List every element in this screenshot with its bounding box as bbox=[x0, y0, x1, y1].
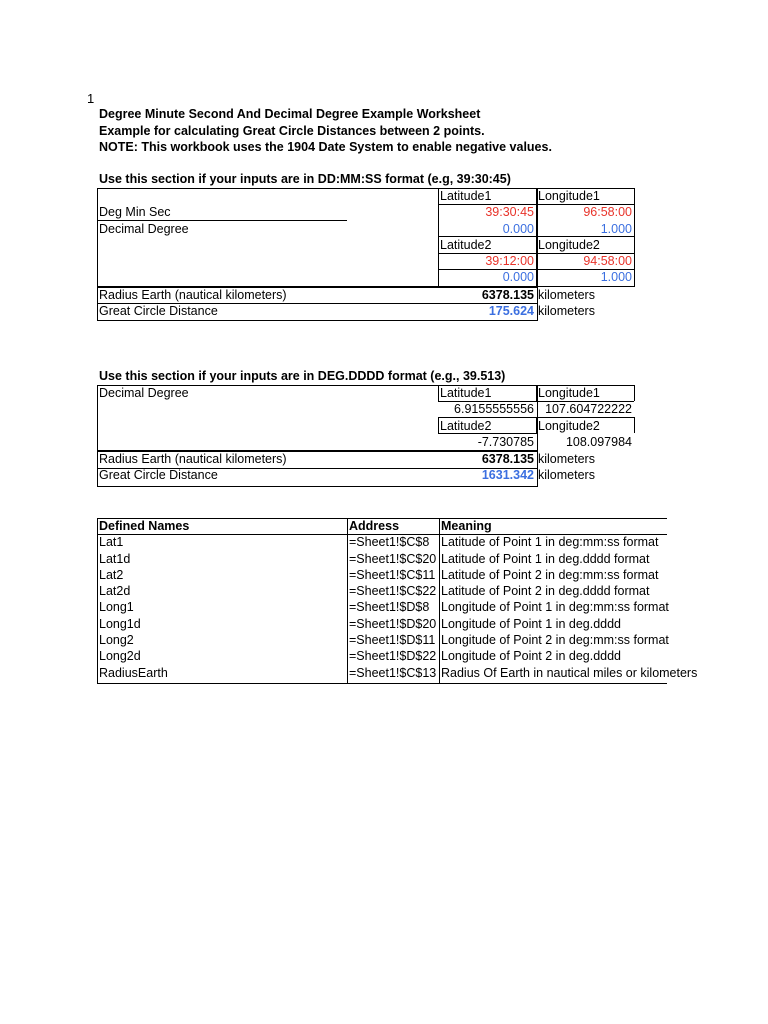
meaning-cell: Longitude of Point 2 in deg:mm:ss format bbox=[441, 633, 669, 648]
lat2-header: Latitude2 bbox=[440, 418, 492, 433]
meaning-cell: Latitude of Point 1 in deg:mm:ss format bbox=[441, 535, 659, 550]
long2-decimal-cell: 1.000 bbox=[600, 270, 632, 285]
meaning-cell: Longitude of Point 2 in deg.dddd bbox=[441, 649, 622, 664]
long2-header: Longitude2 bbox=[538, 418, 600, 433]
gridline bbox=[97, 683, 667, 684]
defined-names-table bbox=[97, 518, 698, 686]
radius-value-cell[interactable]: 6378.135 bbox=[481, 452, 534, 466]
name-cell: RadiusEarth bbox=[99, 665, 168, 680]
table-row[interactable] bbox=[97, 551, 667, 567]
table-row[interactable] bbox=[97, 599, 667, 615]
table-row[interactable] bbox=[97, 534, 667, 550]
long2-deg-cell[interactable]: 108.097984 bbox=[565, 434, 632, 449]
name-cell: Lat2d bbox=[99, 584, 131, 599]
address-cell: =Sheet1!$C$22 bbox=[349, 584, 437, 599]
radius-unit: kilometers bbox=[538, 452, 595, 466]
lat1-deg-cell[interactable]: 6.9155555556 bbox=[454, 402, 534, 417]
long1-header: Longitude1 bbox=[538, 386, 600, 400]
decimal-degree-label: Decimal Degree bbox=[99, 221, 189, 236]
address-cell: =Sheet1!$C$20 bbox=[349, 551, 437, 566]
lat1-decimal-cell: 0.000 bbox=[502, 221, 534, 236]
radius-label: Radius Earth (nautical kilometers) bbox=[99, 452, 287, 466]
meaning-cell: Radius Of Earth in nautical miles or kilometers bbox=[441, 665, 698, 680]
name-cell: Lat1d bbox=[99, 551, 131, 566]
meaning-cell: Latitude of Point 2 in deg.dddd format bbox=[441, 584, 650, 599]
col-header-address: Address bbox=[349, 519, 400, 533]
worksheet-subtitle: Example for calculating Great Circle Distances between 2 points. bbox=[99, 124, 485, 138]
page-number: 1 bbox=[87, 91, 95, 106]
long2-header: Longitude2 bbox=[538, 237, 600, 252]
meaning-cell: Longitude of Point 1 in deg.dddd bbox=[441, 616, 622, 631]
address-cell: =Sheet1!$C$13 bbox=[349, 665, 437, 680]
lat2-dms-cell[interactable]: 39:12:00 bbox=[485, 254, 534, 269]
deg-min-sec-label: Deg Min Sec bbox=[99, 205, 171, 220]
gcd-value-cell: 175.624 bbox=[488, 304, 534, 319]
address-cell: =Sheet1!$D$22 bbox=[349, 649, 437, 664]
lat1-header: Latitude1 bbox=[440, 189, 492, 203]
section2-title: Use this section if your inputs are in DEG.DDDD format (e.g., 39.513) bbox=[99, 369, 506, 383]
address-cell: =Sheet1!$C$11 bbox=[349, 567, 436, 582]
address-cell: =Sheet1!$D$8 bbox=[349, 600, 430, 615]
gcd-unit: kilometers bbox=[538, 304, 595, 319]
name-cell: Long2d bbox=[99, 649, 141, 664]
gcd-label: Great Circle Distance bbox=[99, 304, 218, 319]
table-row[interactable] bbox=[97, 632, 667, 648]
worksheet-title: Degree Minute Second And Decimal Degree Example Worksheet bbox=[99, 107, 481, 121]
meaning-cell: Longitude of Point 1 in deg:mm:ss format bbox=[441, 600, 669, 615]
meaning-cell: Latitude of Point 1 in deg.dddd format bbox=[441, 551, 650, 566]
radius-unit: kilometers bbox=[538, 288, 595, 302]
section1-title: Use this section if your inputs are in DD:MM:SS format (e.g, 39:30:45) bbox=[99, 172, 511, 186]
worksheet-note: NOTE: This workbook uses the 1904 Date System to enable negative values. bbox=[99, 140, 552, 154]
name-cell: Lat2 bbox=[99, 567, 124, 582]
lat2-decimal-cell: 0.000 bbox=[502, 270, 534, 285]
address-cell: =Sheet1!$D$20 bbox=[349, 616, 437, 631]
long1-deg-cell[interactable]: 107.604722222 bbox=[545, 402, 632, 417]
table-row[interactable] bbox=[97, 648, 667, 664]
gcd-value-cell: 1631.342 bbox=[481, 468, 534, 483]
gcd-unit: kilometers bbox=[538, 468, 595, 483]
gcd-label: Great Circle Distance bbox=[99, 468, 218, 483]
long2-dms-cell[interactable]: 94:58:00 bbox=[583, 254, 632, 269]
name-cell: Long2 bbox=[99, 633, 134, 648]
lat2-deg-cell[interactable]: -7.730785 bbox=[477, 434, 534, 449]
col-header-defined-names: Defined Names bbox=[99, 519, 190, 533]
name-cell: Long1d bbox=[99, 616, 141, 631]
defined-names-header-row bbox=[97, 518, 667, 534]
radius-label: Radius Earth (nautical kilometers) bbox=[99, 288, 287, 302]
long1-header: Longitude1 bbox=[538, 189, 600, 203]
table-row[interactable] bbox=[97, 665, 698, 681]
table-row[interactable] bbox=[97, 583, 667, 599]
address-cell: =Sheet1!$D$11 bbox=[349, 633, 436, 648]
table-row[interactable] bbox=[97, 567, 667, 583]
decimal-degree-label: Decimal Degree bbox=[99, 386, 189, 400]
name-cell: Lat1 bbox=[99, 535, 124, 550]
lat2-header: Latitude2 bbox=[440, 237, 492, 252]
lat1-dms-cell[interactable]: 39:30:45 bbox=[485, 205, 534, 220]
long1-decimal-cell: 1.000 bbox=[600, 221, 632, 236]
col-header-meaning: Meaning bbox=[441, 519, 492, 533]
table-row[interactable] bbox=[97, 616, 667, 632]
address-cell: =Sheet1!$C$8 bbox=[349, 535, 430, 550]
long1-dms-cell[interactable]: 96:58:00 bbox=[583, 205, 632, 220]
meaning-cell: Latitude of Point 2 in deg:mm:ss format bbox=[441, 567, 659, 582]
lat1-header: Latitude1 bbox=[440, 386, 492, 400]
name-cell: Long1 bbox=[99, 600, 134, 615]
radius-value-cell[interactable]: 6378.135 bbox=[481, 288, 534, 302]
